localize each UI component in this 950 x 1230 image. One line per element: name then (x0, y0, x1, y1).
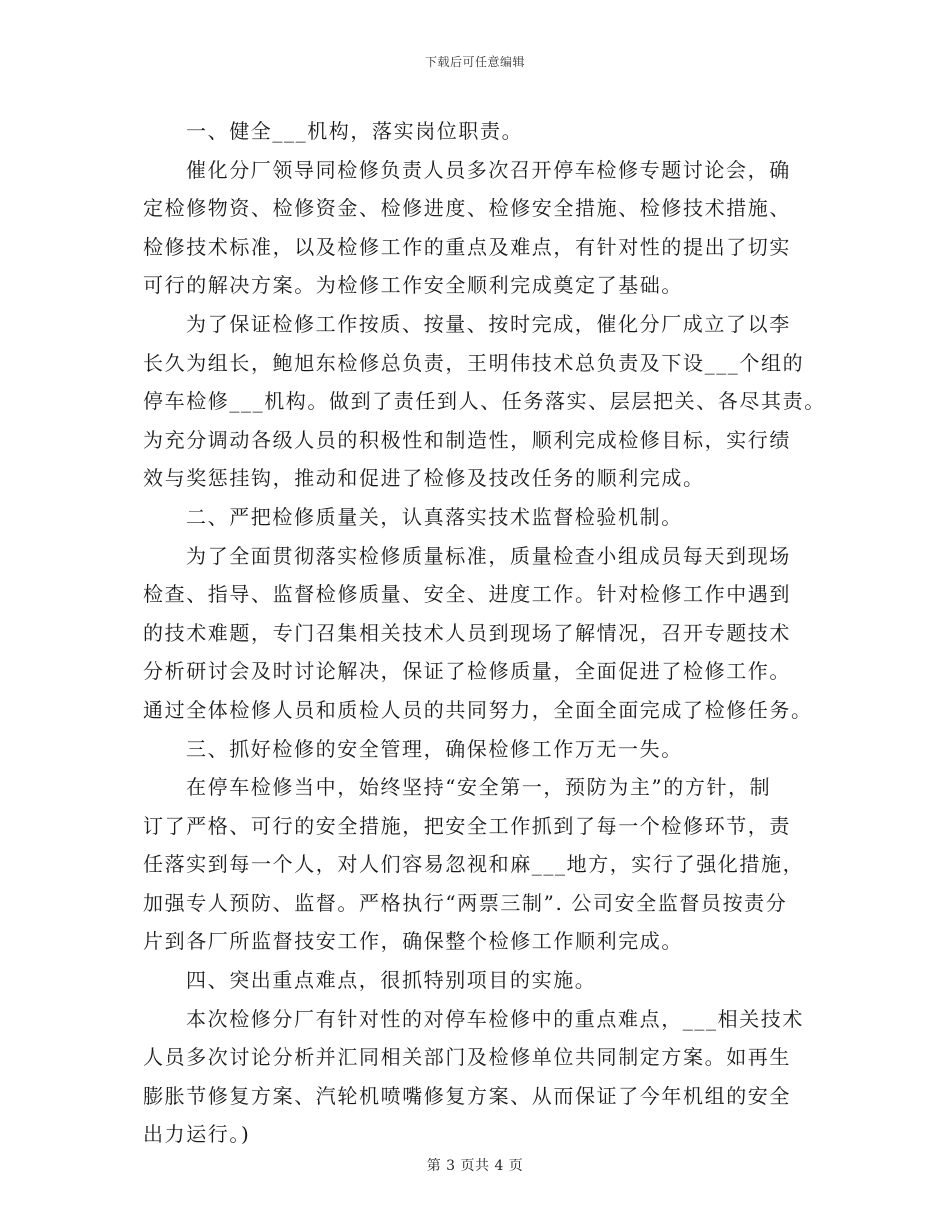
text-line: 三、抓好检修的安全管理，确保检修工作万无一失。 (186, 736, 683, 761)
page-header: 下载后可任意编辑 (424, 55, 525, 69)
text-line: 一、健全___机构，落实岗位职责。 (186, 119, 524, 143)
text-line: 二、严把检修质量关，认真落实技术监督检验机制。 (186, 504, 683, 529)
text-line: 加强专人预防、监督。严格执行“两票三制”. 公司安全监督员按责分 (143, 890, 788, 915)
text-line: 膨胀节修复方案、汽轮机喷嘴修复方案、从而保证了今年机组的安全 (143, 1083, 791, 1108)
text-line: 检查、指导、监督检修质量、安全、进度工作。针对检修工作中遇到 (143, 582, 791, 607)
text-line: 分析研讨会及时讨论解决，保证了检修质量，全面促进了检修工作。 (143, 659, 791, 684)
text-line: 效与奖惩挂钩，推动和促进了检修及技改任务的顺利完成。 (143, 466, 705, 491)
text-line: 为了全面贯彻落实检修质量标准，质量检查小组成员每天到现场 (186, 543, 791, 568)
text-line: 催化分厂领导同检修负责人员多次召开停车检修专题讨论会，确 (186, 157, 791, 182)
text-line: 停车检修___机构。做到了责任到人、任务落实、层层把关、各尽其责。 (143, 389, 826, 414)
text-line: 在停车检修当中，始终坚持“安全第一，预防为主”的方针，制 (186, 775, 772, 800)
text-line: 为了保证检修工作按质、按量、按时完成，催化分厂成立了以李 (186, 311, 791, 336)
text-line: 长久为组长，鲍旭东检修总负责，王明伟技术总负责及下设___个组的 (143, 350, 805, 375)
text-line: 检修技术标准，以及检修工作的重点及难点，有针对性的提出了切实 (143, 234, 791, 259)
text-line: 任落实到每一个人，对人们容易忽视和麻___地方，实行了强化措施， (143, 852, 805, 877)
page-footer: 第 3 页共 4 页 (426, 1158, 524, 1174)
text-line: 可行的解决方案。为检修工作安全顺利完成奠定了基础。 (143, 273, 683, 298)
text-line: 定检修物资、检修资金、检修进度、检修安全措施、检修技术措施、 (143, 196, 791, 221)
text-line: 片到各厂所监督技安工作，确保整个检修工作顺利完成。 (143, 929, 683, 954)
document-body (143, 112, 826, 1154)
text-line: 通过全体检修人员和质检人员的共同努力，全面全面完成了检修任务。 (143, 697, 813, 722)
text-line: 本次检修分厂有针对性的对停车检修中的重点难点，___相关技术 (186, 1006, 804, 1031)
text-line: 人员多次讨论分析并汇同相关部门及检修单位共同制定方案。如再生 (143, 1045, 791, 1070)
text-line: 为充分调动各级人员的积极性和制造性，顺利完成检修目标，实行绩 (143, 427, 791, 452)
text-line: 四、突出重点难点，很抓特别项目的实施。 (186, 968, 597, 993)
text-line: 出力运行。) (143, 1122, 251, 1147)
text-line: 订了严格、可行的安全措施，把安全工作抓到了每一个检修环节，责 (143, 813, 791, 838)
text-line: 的技术难题，专门召集相关技术人员到现场了解情况，召开专题技术 (143, 620, 791, 645)
